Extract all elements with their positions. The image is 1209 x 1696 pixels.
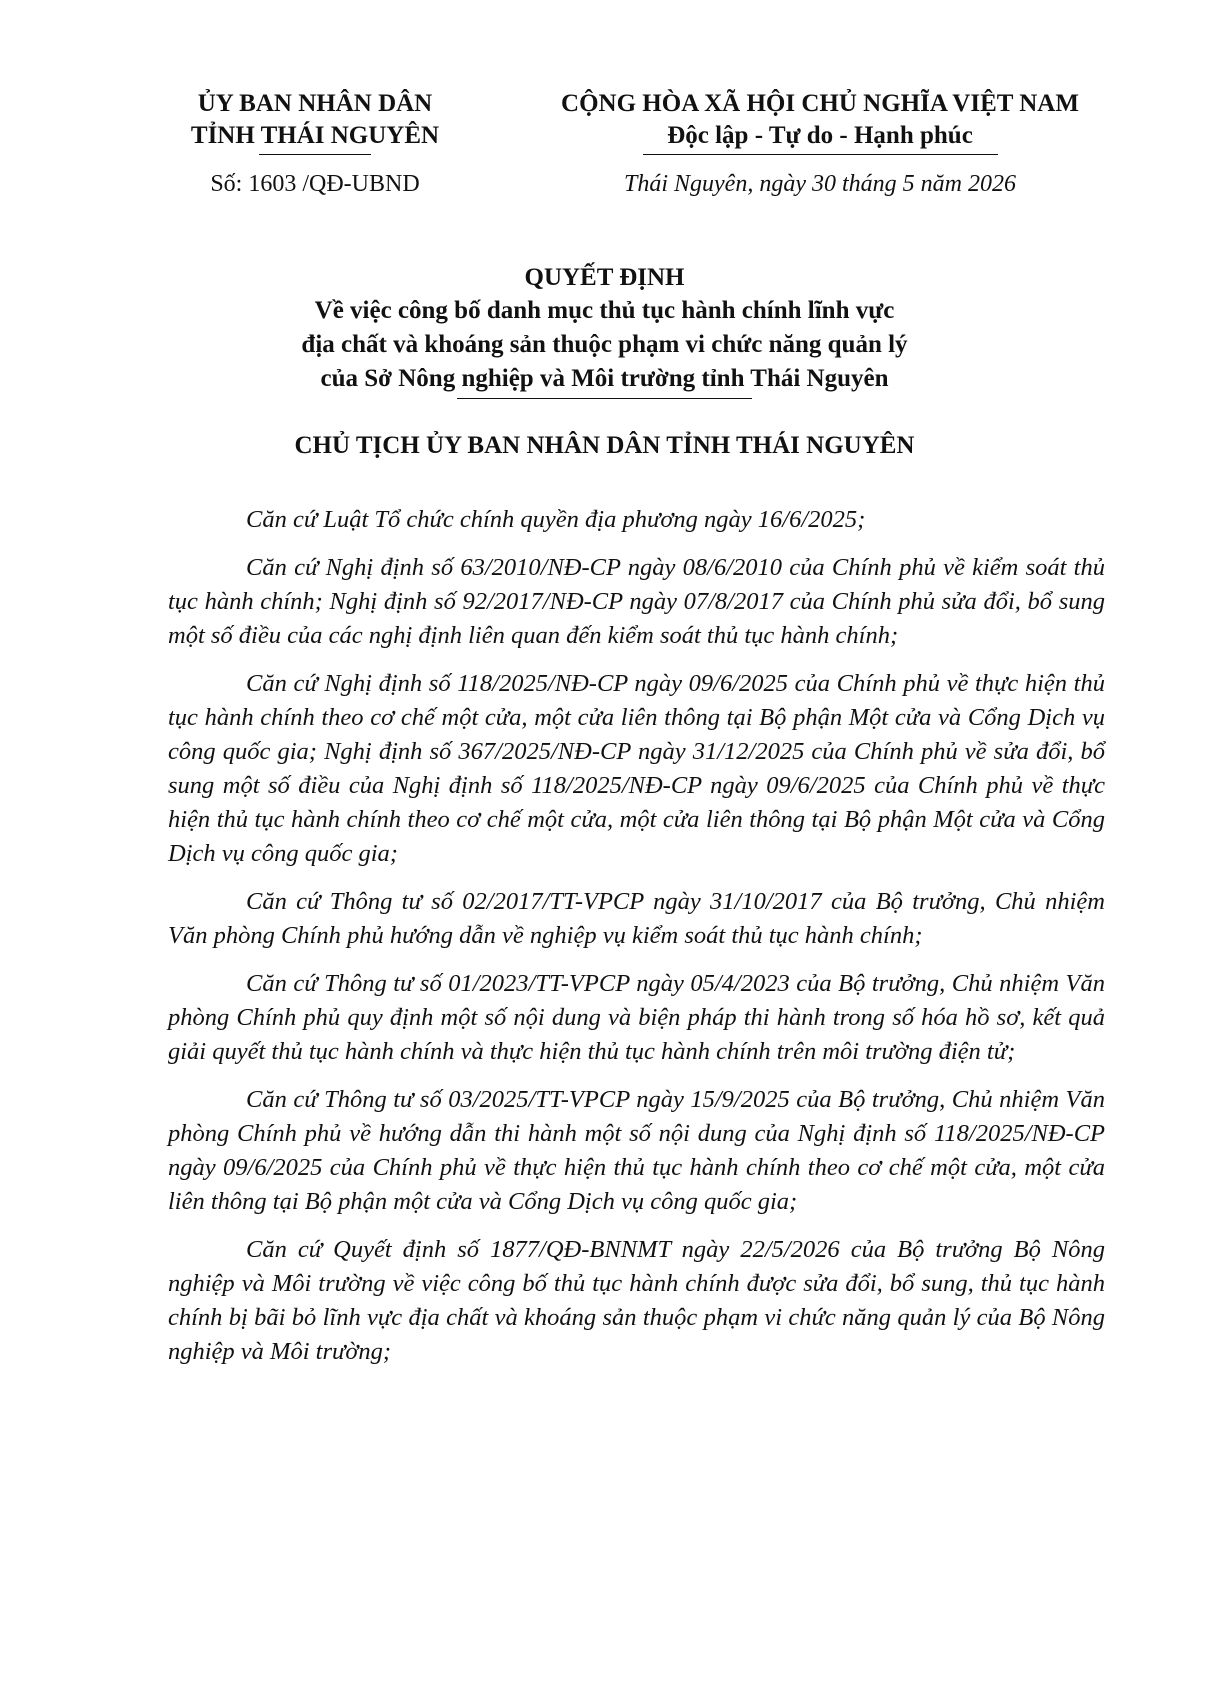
document-type: QUYẾT ĐỊNH xyxy=(524,264,685,291)
issuing-authority: CHỦ TỊCH ỦY BAN NHÂN DÂN TỈNH THÁI NGUYÊN xyxy=(294,432,915,459)
title-underline xyxy=(457,398,752,399)
document-number: Số: 1603 /QĐ-UBND xyxy=(210,171,420,197)
issuing-agency-block xyxy=(150,88,480,199)
agency-underline xyxy=(259,154,371,155)
document-header xyxy=(0,88,1209,208)
document-subject-line1: Về việc công bố danh mục thủ tục hành chính lĩnh vực xyxy=(314,297,895,324)
national-title: CỘNG HÒA XÃ HỘI CHỦ NGHĨA VIỆT NAM xyxy=(561,90,1079,117)
legal-basis-paragraph: Căn cứ Quyết định số 1877/QĐ-BNNMT ngày 22/5/2026 của Bộ trưởng Bộ Nông nghiệp và Môi trường về việc công bố thủ tục hành chính được sửa đổi, bổ sung, thủ tục hành chính bị bãi bỏ lĩnh vực địa chất và khoáng sản thuộc phạm vi chức năng quản lý của Bộ Nông nghiệp và Môi trường; xyxy=(168,1236,1105,1365)
agency-name-line1: ỦY BAN NHÂN DÂN xyxy=(197,90,433,117)
document-subject-line2: địa chất và khoáng sản thuộc phạm vi chức năng quản lý xyxy=(301,331,908,358)
national-motto: Độc lập - Tự do - Hạnh phúc xyxy=(667,122,973,149)
legal-basis-paragraph: Căn cứ Nghị định số 118/2025/NĐ-CP ngày 09/6/2025 của Chính phủ về thực hiện thủ tục hành chính theo cơ chế một cửa, một cửa liên thông tại Bộ phận Một cửa và Cổng Dịch vụ công quốc gia; Nghị định số 367/2025/NĐ-CP ngày 31/12/2025 của Chính phủ về sửa đổi, bổ sung một số điều của Nghị định số 118/2025/NĐ-CP ngày 09/6/2025 của Chính phủ về thực hiện thủ tục hành chính theo cơ chế một cửa, một cửa liên thông tại Bộ phận Một cửa và Cổng Dịch vụ công quốc gia; xyxy=(168,670,1105,867)
motto-underline xyxy=(643,154,998,155)
agency-name-line2: TỈNH THÁI NGUYÊN xyxy=(190,122,440,149)
legal-basis-paragraph: Căn cứ Luật Tổ chức chính quyền địa phương ngày 16/6/2025; xyxy=(246,506,866,533)
document-body xyxy=(168,503,1105,1383)
place-and-date: Thái Nguyên, ngày 30 tháng 5 năm 2026 xyxy=(624,171,1016,197)
legal-basis-paragraph: Căn cứ Thông tư số 02/2017/TT-VPCP ngày 31/10/2017 của Bộ trưởng, Chủ nhiệm Văn phòng Chính phủ hướng dẫn về nghiệp vụ kiểm soát thủ tục hành chính; xyxy=(168,888,1105,949)
legal-basis-paragraph: Căn cứ Thông tư số 03/2025/TT-VPCP ngày 15/9/2025 của Bộ trưởng, Chủ nhiệm Văn phòng Chính phủ về hướng dẫn thi hành một số nội dung của Nghị định số 118/2025/NĐ-CP ngày 09/6/2025 của Chính phủ về thực hiện thủ tục hành chính theo cơ chế một cửa, một cửa liên thông tại Bộ phận một cửa và Cổng Dịch vụ công quốc gia; xyxy=(168,1086,1105,1215)
national-motto-block xyxy=(520,88,1120,199)
document-title-block xyxy=(0,262,1209,399)
legal-basis-paragraph: Căn cứ Thông tư số 01/2023/TT-VPCP ngày 05/4/2023 của Bộ trưởng, Chủ nhiệm Văn phòng Chính phủ quy định một số nội dung và biện pháp thi hành trong số hóa hồ sơ, kết quả giải quyết thủ tục hành chính và thực hiện thủ tục hành chính trên môi trường điện tử; xyxy=(168,970,1105,1065)
document-subject-line3: của Sở Nông nghiệp và Môi trường tỉnh Thái Nguyên xyxy=(320,365,889,392)
legal-basis-paragraph: Căn cứ Nghị định số 63/2010/NĐ-CP ngày 08/6/2010 của Chính phủ về kiểm soát thủ tục hành chính; Nghị định số 92/2017/NĐ-CP ngày 07/8/2017 của Chính phủ sửa đổi, bổ sung một số điều của các nghị định liên quan đến kiểm soát thủ tục hành chính; xyxy=(168,554,1105,649)
